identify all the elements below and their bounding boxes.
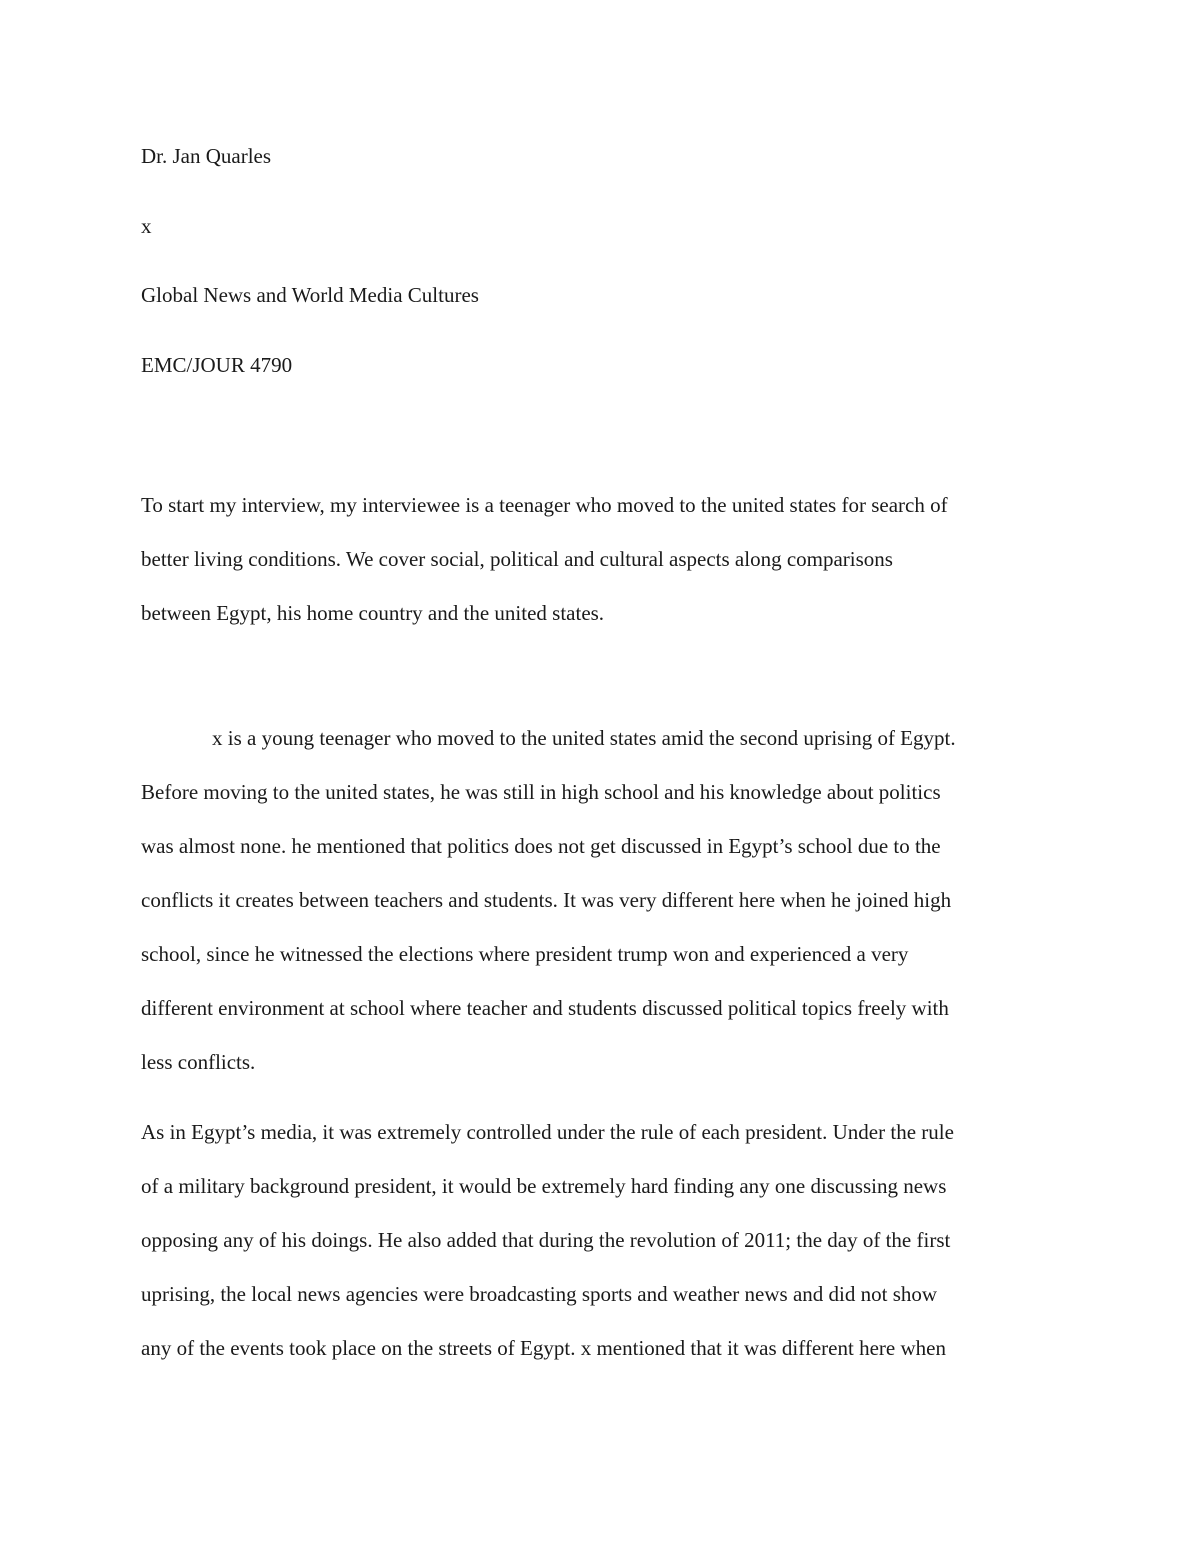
paragraph-line: uprising, the local news agencies were broadcasting sports and weather news and did not show — [141, 1282, 938, 1306]
paragraph-line: less conflicts. — [141, 1050, 256, 1074]
paragraph-line: conflicts it creates between teachers and students. It was very different here when he joined high — [141, 888, 952, 912]
student-name: x — [141, 214, 152, 238]
course-title: Global News and World Media Cultures — [141, 283, 479, 307]
paragraph-line: different environment at school where teacher and students discussed political topics freely with — [141, 996, 949, 1020]
paragraph-line: As in Egypt’s media, it was extremely controlled under the rule of each president. Under the rule — [141, 1120, 954, 1144]
paragraph-line: of a military background president, it would be extremely hard finding any one discussing news — [141, 1174, 947, 1198]
paragraph-line: school, since he witnessed the elections where president trump won and experienced a very — [141, 942, 909, 966]
paragraph-line: was almost none. he mentioned that politics does not get discussed in Egypt’s school due to the — [141, 834, 941, 858]
intro-line: better living conditions. We cover social, political and cultural aspects along comparisons — [141, 547, 893, 571]
intro-line: To start my interview, my interviewee is a teenager who moved to the united states for search of — [141, 493, 948, 517]
paragraph-line: x is a young teenager who moved to the united states amid the second uprising of Egypt. — [212, 726, 956, 750]
instructor-name: Dr. Jan Quarles — [141, 144, 272, 168]
course-code: EMC/JOUR 4790 — [141, 353, 293, 377]
intro-line: between Egypt, his home country and the united states. — [141, 601, 605, 625]
paragraph-line: opposing any of his doings. He also added that during the revolution of 2011; the day of the first — [141, 1228, 951, 1252]
paragraph-line: any of the events took place on the streets of Egypt. x mentioned that it was different here when — [141, 1336, 946, 1360]
paragraph-line: Before moving to the united states, he was still in high school and his knowledge about politics — [141, 780, 941, 804]
